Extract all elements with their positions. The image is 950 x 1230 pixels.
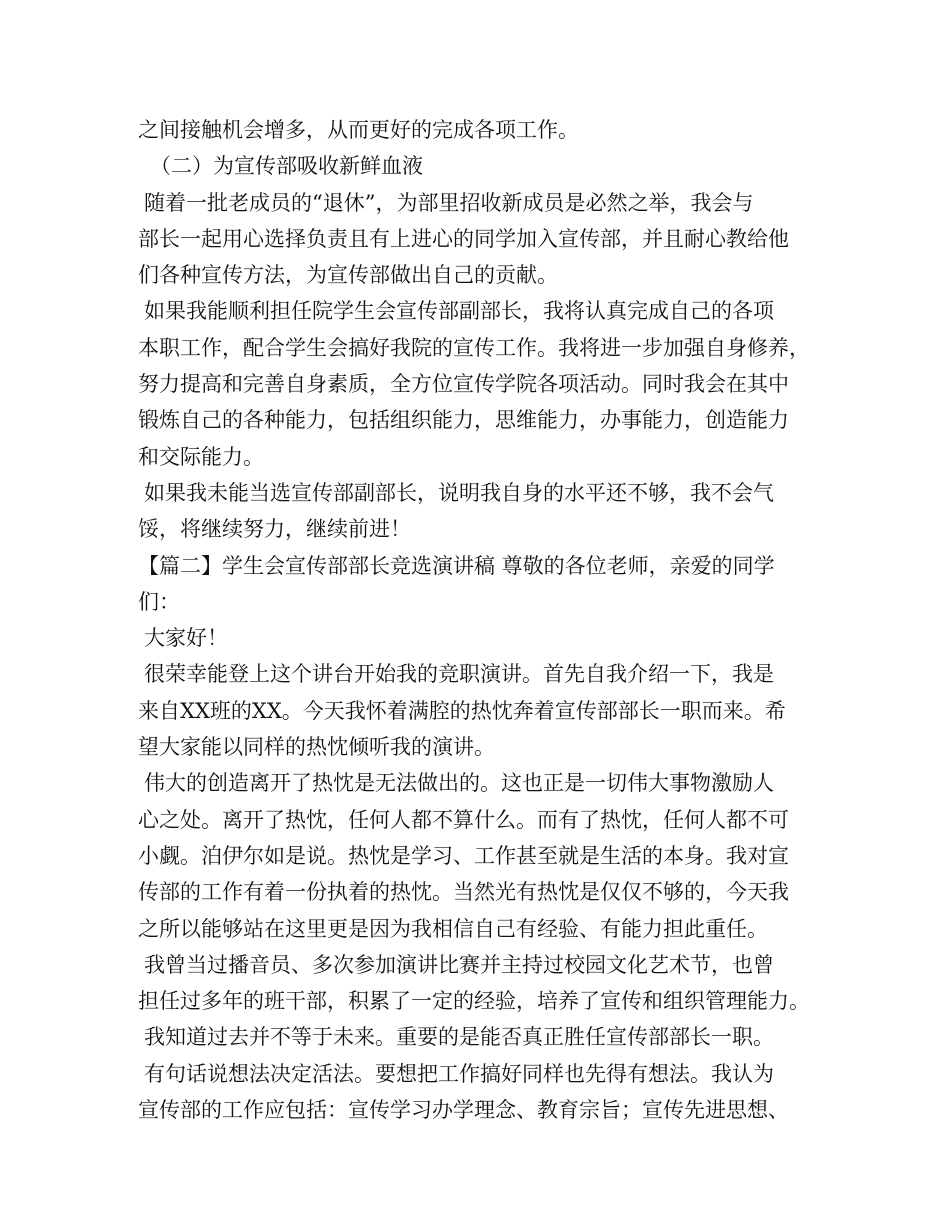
text-line: 本职工作，配合学生会搞好我院的宣传工作。我将进一步加强自身修养， xyxy=(138,335,810,360)
text-line: 伟大的创造离开了热忱是无法做出的。这也正是一切伟大事物激励人 xyxy=(144,771,774,796)
text-line: （二）为宣传部吸收新鲜血液 xyxy=(150,154,423,179)
text-line: 望大家能以同样的热忱倾听我的演讲。 xyxy=(138,735,495,760)
text-line: 担任过多年的班干部，积累了一定的经验，培养了宣传和组织管理能力。 xyxy=(138,989,810,1014)
text-line: 【篇二】学生会宣传部部长竞选演讲稿 尊敬的各位老师，亲爱的同学 xyxy=(138,553,775,578)
text-line: 部长一起用心选择负责且有上进心的同学加入宣传部，并且耐心教给他 xyxy=(138,226,789,251)
text-line: 心之处。离开了热忱，任何人都不算什么。而有了热忱，任何人都不可 xyxy=(138,807,789,832)
text-line: 传部的工作有着一份执着的热忱。当然光有热忱是仅仅不够的，今天我 xyxy=(138,880,789,905)
text-line: 馁，将继续努力，继续前进！ xyxy=(138,517,411,542)
text-line: 如果我未能当选宣传部副部长，说明我自身的水平还不够，我不会气 xyxy=(144,480,774,505)
text-line: 如果我能顺利担任院学生会宣传部副部长，我将认真完成自己的各项 xyxy=(144,299,774,324)
text-line: 大家好！ xyxy=(144,626,228,651)
text-line: 我曾当过播音员、多次参加演讲比赛并主持过校园文化艺术节，也曾 xyxy=(144,952,774,977)
text-line: 我知道过去并不等于未来。重要的是能否真正胜任宣传部部长一职。 xyxy=(144,1025,774,1050)
text-line: 有句话说想法决定活法。要想把工作搞好同样也先得有想法。我认为 xyxy=(144,1061,774,1086)
text-line: 努力提高和完善自身素质，全方位宣传学院各项活动。同时我会在其中 xyxy=(138,372,789,397)
text-line: 很荣幸能登上这个讲台开始我的竞职演讲。首先自我介绍一下，我是 xyxy=(144,662,774,687)
text-line: 随着一批老成员的“退休”，为部里招收新成员是必然之举，我会与 xyxy=(144,190,754,215)
text-line: 锻炼自己的各种能力，包括组织能力，思维能力，办事能力，创造能力 xyxy=(138,408,789,433)
text-line: 小觑。泊伊尔如是说。热忱是学习、工作甚至就是生活的本身。我对宣 xyxy=(138,843,789,868)
text-line: 之间接触机会增多，从而更好的完成各项工作。 xyxy=(138,118,579,142)
text-line: 之所以能够站在这里更是因为我相信自己有经验、有能力担此重任。 xyxy=(138,916,768,941)
text-line: 们各种宣传方法，为宣传部做出自己的贡献。 xyxy=(138,263,558,288)
text-line: 来自XX班的XX。今天我怀着满腔的热忱奔着宣传部部长一职而来。希 xyxy=(138,698,786,723)
text-line: 和交际能力。 xyxy=(138,444,264,469)
document-body xyxy=(138,112,828,1128)
text-line: 宣传部的工作应包括：宣传学习办学理念、教育宗旨；宣传先进思想、 xyxy=(138,1098,789,1123)
text-line: 们： xyxy=(138,589,180,614)
